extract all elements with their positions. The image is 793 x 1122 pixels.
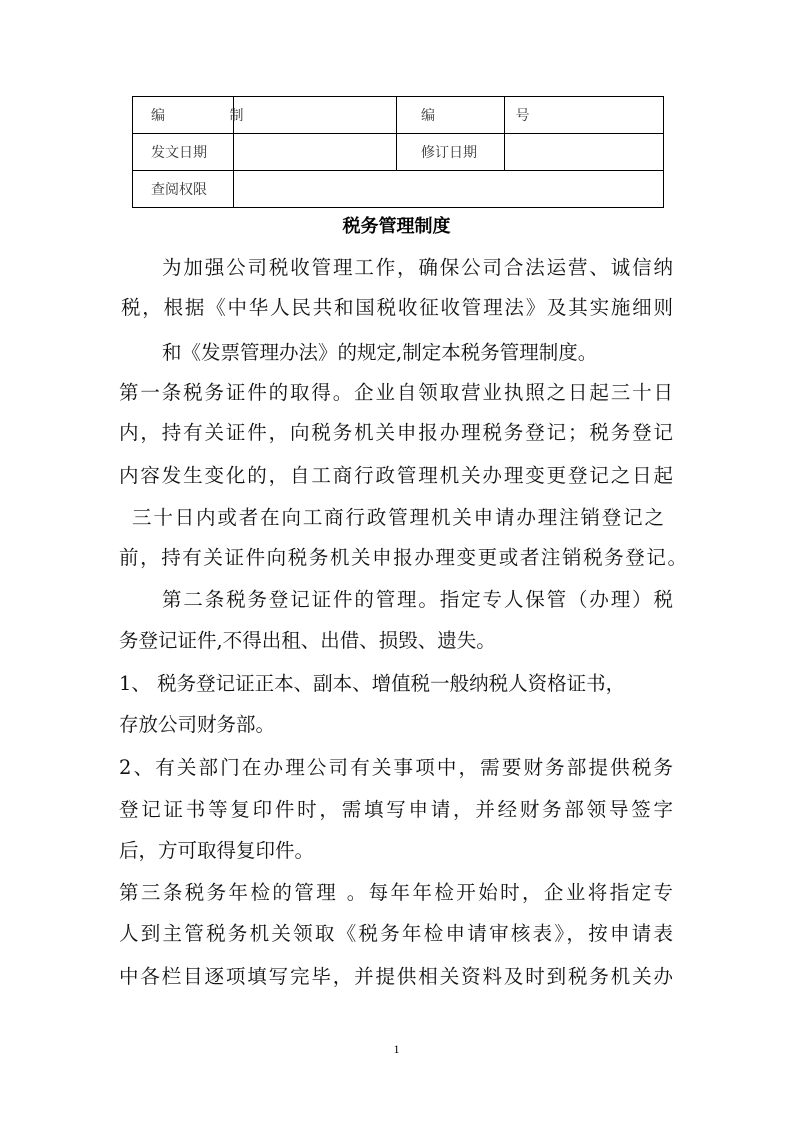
header-row-access	[133, 171, 664, 208]
body-line: 2、有关部门在办理公司有关事项中，需要财务部提供税务	[119, 756, 673, 779]
body-line: 第三条税务年检的管理 。每年年检开始时，企业将指定专	[119, 881, 673, 904]
body-line: 1、 税务登记证正本、副本、增值税一般纳税人资格证书，	[119, 672, 626, 695]
issue-date-label: 发文日期	[133, 134, 234, 171]
compiled-by-label: 编 制	[133, 97, 234, 134]
body-line: 登记证书等复印件时，需填写申请，并经财务部领导签字	[119, 798, 673, 821]
body-line: 税，根据《中华人民共和国税收征收管理法》及其实施细则	[121, 296, 673, 319]
body-line: 务登记证件,不得出租、出借、损毁、遗失。	[119, 629, 496, 652]
body-line: 三十日内或者在向工商行政管理机关申请办理注销登记之	[132, 506, 664, 529]
issue-date-value	[234, 134, 397, 171]
access-permission-value	[234, 171, 664, 208]
document-number-label: 编 号	[397, 97, 505, 134]
page-number: 1	[393, 1042, 400, 1056]
body-line: 前，持有关证件向税务机关申报办理变更或者注销税务登记。	[119, 546, 687, 569]
body-line: 内容发生变化的，自工商行政管理机关办理变更登记之日起	[119, 464, 673, 487]
body-line: 第二条税务登记证件的管理。指定专人保管（办理）税	[162, 588, 673, 611]
body-line: 为加强公司税收管理工作，确保公司合法运营、诚信纳	[162, 256, 673, 279]
document-title: 税务管理制度	[342, 216, 451, 237]
body-line: 存放公司财务部。	[119, 713, 276, 736]
revision-date-label: 修订日期	[397, 134, 505, 171]
body-line: 中各栏目逐项填写完毕，并提供相关资料及时到税务机关办	[119, 965, 673, 988]
body-line: 后，方可取得复印件。	[119, 839, 315, 862]
body-line: 和《发票管理办法》的规定,制定本税务管理制度。	[162, 341, 598, 364]
body-line: 人到主管税务机关领取《税务年检申请审核表》，按申请表	[119, 922, 673, 945]
header-row-dates	[133, 134, 664, 171]
body-line: 第一条税务证件的取得。企业自领取营业执照之日起三十日	[119, 381, 673, 404]
document-header-table	[132, 96, 664, 208]
body-line: 内，持有关证件，向税务机关申报办理税务登记；税务登记	[119, 421, 673, 444]
access-permission-label: 查阅权限	[133, 171, 234, 208]
revision-date-value	[505, 134, 664, 171]
header-row-compiled-by	[133, 97, 664, 134]
